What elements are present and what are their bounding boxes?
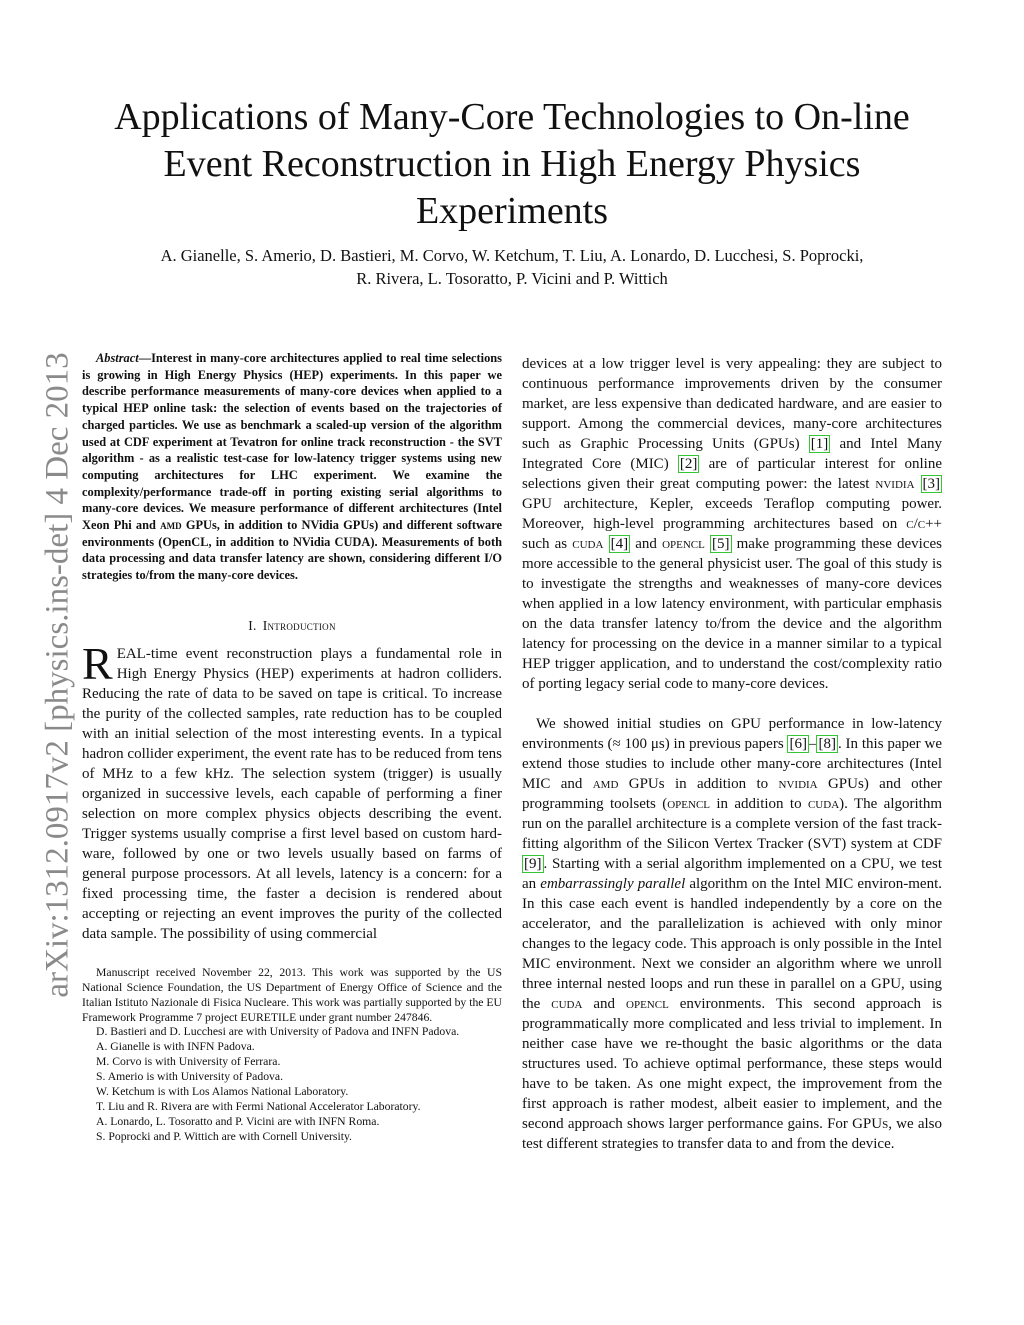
affiliation-item: S. Amerio is with University of Padova. (96, 1070, 283, 1084)
small-caps-term: opencl (626, 996, 669, 1012)
body-text: algorithm on the Intel MIC environ-ment. In this case each event is handled independently by a core on the accelerator, and the parallelization is achieved with only minor changes to the legacy code. This approach is only possible in the Intel MIC environment. Next we consider an algorithm where we unroll three internal nested loops and run these in parallel on a GPU, using the (522, 876, 942, 1012)
title-line: Experiments (415, 190, 609, 232)
body-text: such as (522, 536, 573, 552)
affiliation-item: S. Poprocki and P. Wittich are with Cornell University. (96, 1129, 352, 1143)
body-text: GPU architecture, Kepler, exceeds Teraflop computing power. Moreover, high-level programming architectures based on (522, 496, 942, 532)
body-paragraph (522, 354, 942, 694)
small-caps-term: opencl (667, 796, 710, 812)
abstract-text-end: GPUs, in addition to NVidia GPUs) and different software environments (OpenCL, in addition to NVidia CUDA). Measurements of both data processing and data transfer latency are shown, considering different I/O strategies to/from the many-core devices. (82, 518, 502, 583)
citation-link[interactable]: [4] (610, 536, 629, 552)
section-number: I. (248, 617, 257, 633)
citation-link[interactable]: [2] (679, 456, 698, 472)
body-paragraph (522, 714, 942, 1154)
arxiv-identifier: arXiv:1312.0917v2 [physics.ins-det] 4 Dec 2013 (39, 352, 76, 998)
intro-paragraph (82, 637, 502, 944)
small-caps-term: cuda (807, 796, 840, 812)
small-caps-term: c/c++ (906, 516, 942, 532)
body-text: in addition to (710, 796, 808, 812)
body-text: and Intel Many Integrated Core (MIC) (522, 436, 943, 472)
abstract-text: Interest in many-core architectures applied to real time selections is growing in High Energy Physics (HEP) experiments. In this paper we describe performance measurements of many-core devices when applied to a typical HEP online task: the selection of events based on the trajectories of charged particles. We use as benchmark a scaled-up version of the algorithm used at CDF experiment at Tevatron for online track reconstruction - the SVT algorithm - as a realistic test-case for low-latency trigger systems using new computing architectures for LHC experiment. We examine the complexity/performance trade-off in porting existing serial algorithms to many-core devices. We measure performance of different architectures (Intel Xeon Phi and (82, 351, 502, 533)
abstract (82, 350, 502, 584)
title-line: Event Reconstruction in High Energy Physics (163, 143, 861, 185)
small-caps-term: opencl (662, 536, 705, 552)
abstract-label: Abstract (96, 351, 139, 365)
abstract-amd: amd (160, 518, 182, 533)
body-text: GPUs) and other programming toolsets ( (522, 776, 943, 812)
body-text: environments. This second approach is programmatically more complicated and less trivial to implement. In neither case have we re-thought the basic algorithms or the data structures used. To achieve optimal performance, these steps would have to be taken. As one might expect, the improvement from the first approach is rather modest, albeit easier to implement, and the second approach shows larger performance gains. For GPU (522, 996, 942, 1132)
affiliation-list (82, 1025, 502, 1144)
affiliation-item: T. Liu and R. Rivera are with Fermi National Accelerator Laboratory. (96, 1100, 421, 1113)
body-text: are of particular interest for online selections given their great computing power: the latest (522, 456, 942, 492)
affiliation-item: A. Lonardo, L. Tosoratto and P. Vicini are with INFN Roma. (96, 1114, 380, 1128)
citation-link[interactable]: [3] (922, 476, 940, 492)
affiliation-item: A. Gianelle is with INFN Padova. (96, 1040, 255, 1054)
body-text: ). The algorithm run on the parallel architecture is a complete version of the fast track-fitting algorithm of the Silicon Vertex Tracker (SVT) system at CDF (522, 796, 942, 852)
footnotes (82, 966, 502, 1145)
affiliation-item: W. Ketchum is with Los Alamos National Laboratory. (96, 1085, 349, 1099)
section-title: Introduction (262, 617, 336, 633)
body-text: We showed initial studies on GPU performance in low-latency environments (≈ 100 μs) in previous papers (522, 716, 942, 752)
affiliation-item: D. Bastieri and D. Lucchesi are with University of Padova and INFN Padova. (96, 1025, 460, 1039)
small-caps-term: cuda (551, 996, 583, 1012)
citation-link[interactable]: [9] (524, 856, 542, 872)
manuscript-note: Manuscript received November 22, 2013. This work was supported by the US National Science Foundation, the US Department of Energy Office of Science and the Italian Istituto Nazionale di Fisica Nucleare. This work was partially supported by the EU Framework Programme 7 project EURETILE under grant number 247846. (82, 965, 502, 1024)
drop-cap: R (82, 637, 113, 689)
body-text: , we also test different strategies to transfer data to and from the device. (522, 1116, 943, 1152)
emphasis-text: embarrassingly parallel (540, 876, 686, 892)
small-caps-term: amd (592, 776, 619, 792)
citation-link[interactable]: [1] (810, 436, 829, 452)
section-heading (82, 618, 502, 634)
small-caps-term: s (882, 1116, 889, 1132)
body-text: and (582, 996, 627, 1012)
body-text: GPUs in addition to (618, 776, 779, 792)
paper-title (60, 94, 964, 235)
affiliation-item: M. Corvo is with University of Ferrara. (96, 1055, 281, 1069)
body-text: . In this paper we extend those studies to include other many-core architectures (Intel MIC and (522, 736, 942, 792)
citation-link[interactable]: [8] (818, 736, 836, 752)
body-text: – (808, 736, 817, 752)
author-list (70, 244, 954, 290)
body-text: . Starting with a serial algorithm implemented on a CPU, we test an (522, 856, 942, 892)
abstract-dash: — (138, 351, 152, 365)
citation-link[interactable]: [5] (712, 536, 730, 552)
small-caps-term: cuda (572, 536, 604, 552)
body-text: and (630, 536, 663, 552)
body-text: devices at a low trigger level is very appealing: they are subject to continuous performance improvements driven by the consumer market, are less expensive than dedicated hardware, and are easier to support. Among the commercial devices, many-core architectures such as Graphic Processing Units (GPUs) (522, 356, 942, 452)
title-line: Applications of Many-Core Technologies to On-line (114, 96, 910, 138)
left-column (82, 350, 502, 1145)
small-caps-term: nvidia (778, 776, 818, 792)
body-text: make programming these devices more accessible to the general physicist user. The goal of this study is to investigate the strengths and weaknesses of many-core devices when applied in a low latency environment, with particular emphasis on the data transfer latency to/from the device and the algorithm latency for processing on the device in a manner similar to a typical HEP trigger application, and to understand the cost/complexity ratio of porting legacy serial code to many-core devices. (522, 536, 943, 692)
small-caps-term: nvidia (875, 476, 915, 492)
citation-link[interactable]: [6] (789, 736, 807, 752)
author-line: R. Rivera, L. Tosoratto, P. Vicini and P. Wittich (356, 269, 668, 288)
right-column (522, 354, 942, 1154)
intro-text: EAL-time event reconstruction plays a fundamental role in High Energy Physics (HEP) experiments at hadron colliders. Reducing the rate of data to be saved on tape is critical. To increase the purity of the collected samples, rate reduction has to be coupled with an initial selection of the most interesting events. In a typical hadron collider experiment, the event rate has to be reduced from tens of MHz to a few kHz. The selection system (trigger) is usually organized in successive levels, each capable of performing a finer selection on more complex physics objects describing the event. Trigger systems usually comprise a first level based on custom hard-ware, followed by one or two levels usually based on farms of general purpose processors. At all levels, latency is a concern: for a fixed processing time, the faster a decision is rendered about accepting or rejecting an event improves the purity of the collected data sample. The possibility of using commercial (82, 645, 502, 942)
author-line: A. Gianelle, S. Amerio, D. Bastieri, M. Corvo, W. Ketchum, T. Liu, A. Lonardo, D. Lucchesi, S. Poprocki, (160, 246, 864, 265)
